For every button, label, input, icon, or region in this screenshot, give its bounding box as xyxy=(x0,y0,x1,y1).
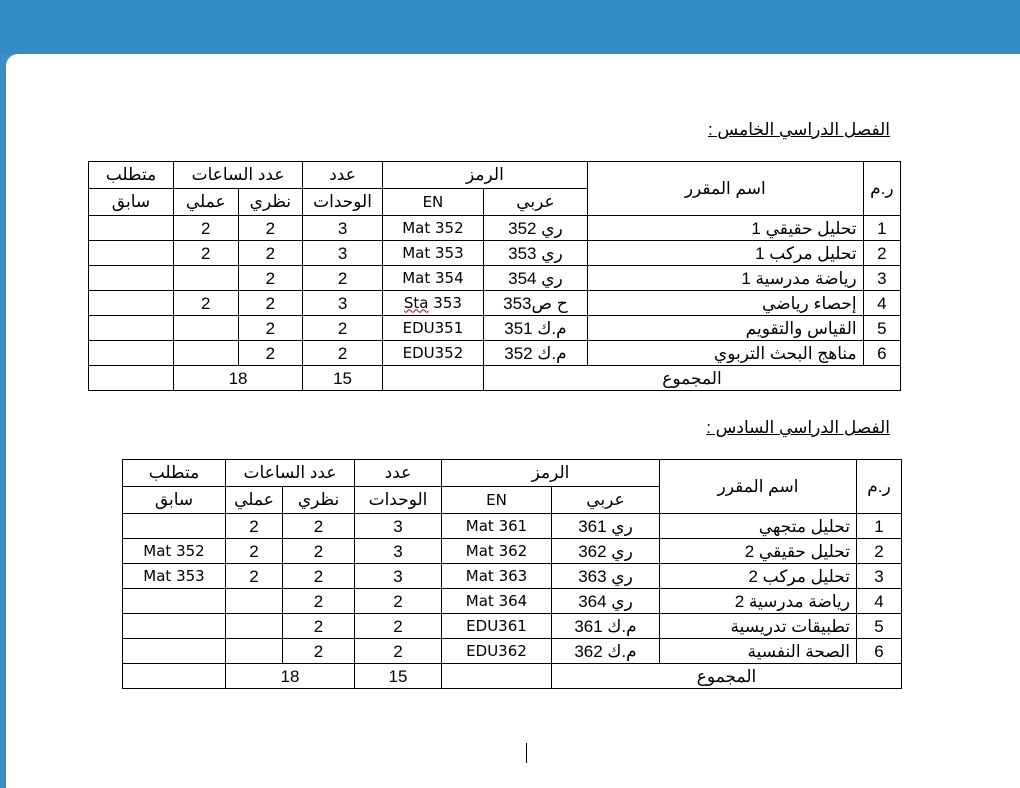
cell-course-name: الصحة النفسية xyxy=(660,639,857,664)
total-units: 15 xyxy=(355,664,442,689)
header-code-ar: عربي xyxy=(552,487,660,514)
cell-rm: 4 xyxy=(857,589,902,614)
cell-prereq xyxy=(89,316,174,341)
header-rm: ر.م xyxy=(863,162,900,216)
cell-practical: 2 xyxy=(173,241,238,266)
cell-rm: 6 xyxy=(857,639,902,664)
total-prereq-empty xyxy=(123,664,226,689)
cell-practical: 2 xyxy=(173,216,238,241)
semester5-heading: الفصل الدراسي الخامس : xyxy=(707,120,890,139)
total-hours: 18 xyxy=(173,366,302,391)
total-empty xyxy=(382,366,483,391)
cell-prereq xyxy=(123,614,226,639)
cell-code-ar: ري 363 xyxy=(552,564,660,589)
cell-code-en: EDU351 xyxy=(382,316,483,341)
cell-practical xyxy=(173,341,238,366)
header-code-en: EN xyxy=(442,487,552,514)
cell-rm: 1 xyxy=(863,216,900,241)
cell-units: 3 xyxy=(355,564,442,589)
cell-units: 3 xyxy=(303,291,383,316)
cell-rm: 1 xyxy=(857,514,902,539)
table-row xyxy=(123,589,902,614)
cell-code-en: Mat 362 xyxy=(442,539,552,564)
cell-prereq xyxy=(123,514,226,539)
cell-practical xyxy=(226,614,283,639)
cell-course-name: تحليل حقيقي 2 xyxy=(660,539,857,564)
header-units-bottom: الوحدات xyxy=(303,189,383,216)
cell-theory: 2 xyxy=(238,316,303,341)
cell-code-en: EDU361 xyxy=(442,614,552,639)
cell-units: 2 xyxy=(355,589,442,614)
cell-rm: 3 xyxy=(863,266,900,291)
header-code: الرمز xyxy=(442,460,660,487)
cell-theory: 2 xyxy=(283,539,355,564)
header-units-top: عدد xyxy=(355,460,442,487)
total-row xyxy=(89,366,901,391)
cell-theory: 2 xyxy=(283,564,355,589)
table-row xyxy=(89,241,901,266)
cell-rm: 4 xyxy=(863,291,900,316)
total-units: 15 xyxy=(303,366,383,391)
header-code-en: EN xyxy=(382,189,483,216)
table-row xyxy=(123,614,902,639)
semester6-heading: الفصل الدراسي السادس : xyxy=(706,418,890,437)
cell-code-en: EDU352 xyxy=(382,341,483,366)
cell-code-en: Mat 354 xyxy=(382,266,483,291)
cell-course-name: إحصاء رياضي xyxy=(587,291,863,316)
cell-units: 3 xyxy=(355,514,442,539)
header-practical: عملي xyxy=(226,487,283,514)
cell-course-name: تطبيقات تدريسية xyxy=(660,614,857,639)
cell-theory: 2 xyxy=(238,341,303,366)
cell-units: 3 xyxy=(355,539,442,564)
header-code: الرمز xyxy=(382,162,587,189)
cell-prereq: Mat 352 xyxy=(123,539,226,564)
cell-practical xyxy=(226,639,283,664)
cell-units: 2 xyxy=(355,614,442,639)
cell-prereq xyxy=(123,639,226,664)
cell-course-name: تحليل مركب 2 xyxy=(660,564,857,589)
cell-rm: 5 xyxy=(863,316,900,341)
cell-practical: 2 xyxy=(226,564,283,589)
header-hours: عدد الساعات xyxy=(226,460,355,487)
cell-practical: 2 xyxy=(226,514,283,539)
cell-code-en: EDU362 xyxy=(442,639,552,664)
header-theory: نظري xyxy=(238,189,303,216)
cell-rm: 3 xyxy=(857,564,902,589)
header-prereq-bottom: سابق xyxy=(123,487,226,514)
cell-prereq xyxy=(123,589,226,614)
cell-theory: 2 xyxy=(283,639,355,664)
total-label: المجموع xyxy=(483,366,900,391)
cell-units: 2 xyxy=(355,639,442,664)
header-theory: نظري xyxy=(283,487,355,514)
table-row xyxy=(89,341,901,366)
cell-code-en: Mat 353 xyxy=(382,241,483,266)
cell-code-ar: م.ك 352 xyxy=(483,341,587,366)
cell-code-ar: ري 361 xyxy=(552,514,660,539)
spellcheck-word: Sta xyxy=(403,293,429,312)
cell-theory: 2 xyxy=(238,291,303,316)
cell-prereq xyxy=(89,241,174,266)
cell-theory: 2 xyxy=(238,241,303,266)
header-units-bottom: الوحدات xyxy=(355,487,442,514)
table-row xyxy=(123,514,902,539)
cell-course-name: رياضة مدرسية 2 xyxy=(660,589,857,614)
cell-code-ar: ري 352 xyxy=(483,216,587,241)
header-course-name: اسم المقرر xyxy=(660,460,857,514)
table-row xyxy=(89,266,901,291)
cell-code-en: Mat 361 xyxy=(442,514,552,539)
header-hours: عدد الساعات xyxy=(173,162,302,189)
cell-units: 2 xyxy=(303,316,383,341)
table-row xyxy=(89,216,901,241)
header-code-ar: عربي xyxy=(483,189,587,216)
table-row xyxy=(123,564,902,589)
cell-practical: 2 xyxy=(173,291,238,316)
cell-units: 2 xyxy=(303,341,383,366)
header-rm: ر.م xyxy=(857,460,902,514)
cell-practical xyxy=(226,589,283,614)
cell-rm: 2 xyxy=(863,241,900,266)
cell-units: 2 xyxy=(303,266,383,291)
semester6-table xyxy=(122,459,902,689)
total-row xyxy=(123,664,902,689)
cell-code-ar: ري 353 xyxy=(483,241,587,266)
cell-code-en: Mat 352 xyxy=(382,216,483,241)
cell-rm: 2 xyxy=(857,539,902,564)
cell-course-name: تحليل مركب 1 xyxy=(587,241,863,266)
cell-code-ar: ري 364 xyxy=(552,589,660,614)
header-prereq-top: متطلب xyxy=(89,162,174,189)
cell-course-name: مناهج البحث التربوي xyxy=(587,341,863,366)
header-prereq-bottom: سابق xyxy=(89,189,174,216)
cell-units: 3 xyxy=(303,216,383,241)
cell-theory: 2 xyxy=(283,614,355,639)
cell-prereq xyxy=(89,266,174,291)
table-row xyxy=(123,539,902,564)
cell-code-ar: م.ك 361 xyxy=(552,614,660,639)
cell-prereq xyxy=(89,291,174,316)
header-course-name: اسم المقرر xyxy=(587,162,863,216)
total-prereq-empty xyxy=(89,366,174,391)
cell-practical xyxy=(173,266,238,291)
table-row xyxy=(89,316,901,341)
cell-theory: 2 xyxy=(238,216,303,241)
table-row xyxy=(89,291,901,316)
cell-prereq xyxy=(89,216,174,241)
cell-code-en: Mat 363 xyxy=(442,564,552,589)
cell-course-name: تحليل متجهي xyxy=(660,514,857,539)
text-cursor xyxy=(526,743,527,763)
cell-code-ar: ح ص353 xyxy=(483,291,587,316)
code-number: 353 xyxy=(433,293,462,312)
cell-theory: 2 xyxy=(283,514,355,539)
cell-prereq xyxy=(89,341,174,366)
cell-code-ar: م.ك 362 xyxy=(552,639,660,664)
cell-code-ar: ري 354 xyxy=(483,266,587,291)
cell-units: 3 xyxy=(303,241,383,266)
table-row xyxy=(123,639,902,664)
cell-code-ar: ري 362 xyxy=(552,539,660,564)
semester5-table xyxy=(88,161,901,391)
cell-rm: 5 xyxy=(857,614,902,639)
title-bar xyxy=(0,0,1020,54)
cell-course-name: تحليل حقيقي 1 xyxy=(587,216,863,241)
total-label: المجموع xyxy=(552,664,902,689)
cell-practical: 2 xyxy=(226,539,283,564)
cell-code-ar: م.ك 351 xyxy=(483,316,587,341)
header-prereq-top: متطلب xyxy=(123,460,226,487)
cell-code-en xyxy=(382,291,483,316)
header-units-top: عدد xyxy=(303,162,383,189)
cell-course-name: القياس والتقويم xyxy=(587,316,863,341)
total-empty xyxy=(442,664,552,689)
cell-theory: 2 xyxy=(238,266,303,291)
cell-code-en: Mat 364 xyxy=(442,589,552,614)
cell-prereq: Mat 353 xyxy=(123,564,226,589)
cell-practical xyxy=(173,316,238,341)
cell-course-name: رياضة مدرسية 1 xyxy=(587,266,863,291)
header-practical: عملي xyxy=(173,189,238,216)
total-hours: 18 xyxy=(226,664,355,689)
cell-theory: 2 xyxy=(283,589,355,614)
cell-rm: 6 xyxy=(863,341,900,366)
